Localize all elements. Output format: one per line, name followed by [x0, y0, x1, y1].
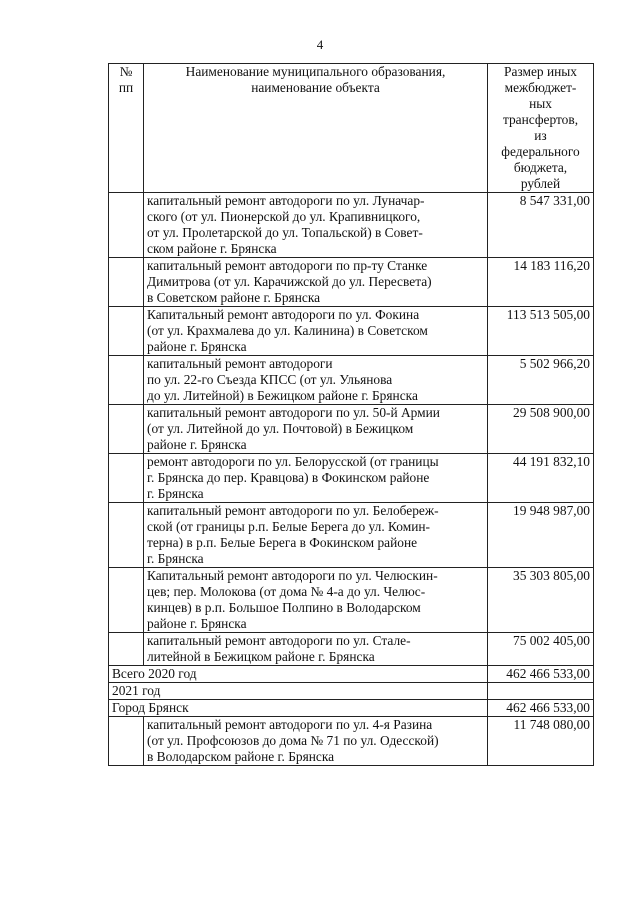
- header-line: Размер иных: [504, 64, 577, 79]
- header-line: №: [119, 64, 133, 79]
- object-name-line: г. Брянска до пер. Кравцова) в Фокинском районе: [147, 470, 430, 485]
- summary-row: [109, 683, 594, 700]
- amount-cell: 44 191 832,10: [488, 454, 594, 503]
- header-line: наименование объекта: [251, 80, 380, 95]
- row-number: [109, 717, 144, 766]
- table-row: [109, 356, 594, 405]
- table-row: [109, 568, 594, 633]
- object-name-line: (от ул. Профсоюзов до дома № 71 по ул. Одесской): [147, 733, 439, 748]
- object-name-line: Димитрова (от ул. Карачижской до ул. Пересвета): [147, 274, 432, 289]
- object-name-line: капитальный ремонт автодороги по ул. Луначар-: [147, 193, 425, 208]
- object-name-line: ской (от границы р.п. Белые Берега до ул. Комин-: [147, 519, 430, 534]
- object-name-line: в Советском районе г. Брянска: [147, 290, 321, 305]
- amount-cell: 19 948 987,00: [488, 503, 594, 568]
- object-name-line: Капитальный ремонт автодороги по ул. Фокина: [147, 307, 420, 322]
- summary-label: Город Брянск: [109, 700, 488, 717]
- object-name-line: по ул. 22-го Съезда КПСС (от ул. Ульянова: [147, 372, 393, 387]
- amount-cell: 14 183 116,20: [488, 258, 594, 307]
- object-name-line: (от ул. Литейной до ул. Почтовой) в Бежицком: [147, 421, 414, 436]
- summary-amount: [488, 683, 594, 700]
- object-name-line: литейной в Бежицком районе г. Брянска: [147, 649, 375, 664]
- amount-cell: 11 748 080,00: [488, 717, 594, 766]
- object-name-line: кинцев) в р.п. Большое Полпино в Володарском: [147, 600, 421, 615]
- amount-cell: 75 002 405,00: [488, 633, 594, 666]
- table-row: [109, 193, 594, 258]
- row-number: [109, 405, 144, 454]
- table-row: [109, 717, 594, 766]
- object-name-line: в Володарском районе г. Брянска: [147, 749, 335, 764]
- amount-cell: 113 513 505,00: [488, 307, 594, 356]
- summary-amount: 462 466 533,00: [488, 666, 594, 683]
- table-row: [109, 405, 594, 454]
- row-number: [109, 258, 144, 307]
- amount-cell: 5 502 966,20: [488, 356, 594, 405]
- header-line: пп: [118, 80, 134, 95]
- amount-cell: 29 508 900,00: [488, 405, 594, 454]
- header-line: межбюджет-: [504, 80, 577, 95]
- amount-cell: 35 303 805,00: [488, 568, 594, 633]
- object-name-line: районе г. Брянска: [147, 616, 247, 631]
- object-name: [144, 405, 488, 454]
- header-line: Наименование муниципального образования,: [185, 64, 446, 79]
- header-name: [144, 64, 488, 193]
- object-name-line: ского (от ул. Пионерской до ул. Крапивницкого,: [147, 209, 421, 224]
- object-name-line: г. Брянска: [147, 551, 204, 566]
- object-name: [144, 356, 488, 405]
- table-row: [109, 258, 594, 307]
- table-row: [109, 633, 594, 666]
- header-line: из: [534, 128, 547, 143]
- page-number: 4: [316, 37, 324, 52]
- header-line: ных: [529, 96, 552, 111]
- header-line: трансфертов,: [502, 112, 579, 127]
- row-number: [109, 356, 144, 405]
- table-header-row: [109, 64, 594, 193]
- object-name-line: ском районе г. Брянска: [147, 241, 277, 256]
- object-name: [144, 503, 488, 568]
- object-name: [144, 307, 488, 356]
- object-name-line: районе г. Брянска: [147, 339, 247, 354]
- object-name-line: капитальный ремонт автодороги: [147, 356, 333, 371]
- table-row: [109, 307, 594, 356]
- row-number: [109, 454, 144, 503]
- summary-row: [109, 666, 594, 683]
- object-name-line: г. Брянска: [147, 486, 204, 501]
- amount-cell: 8 547 331,00: [488, 193, 594, 258]
- row-number: [109, 307, 144, 356]
- object-name: [144, 454, 488, 503]
- object-name-line: капитальный ремонт автодороги по ул. 4-я Разина: [147, 717, 433, 732]
- object-name-line: капитальный ремонт автодороги по ул. Стале-: [147, 633, 411, 648]
- object-name-line: (от ул. Крахмалева до ул. Калинина) в Советском: [147, 323, 428, 338]
- object-name-line: районе г. Брянска: [147, 437, 247, 452]
- object-name-line: Капитальный ремонт автодороги по ул. Челюскин-: [147, 568, 438, 583]
- object-name-line: от ул. Пролетарской до ул. Топальской) в Совет-: [147, 225, 423, 240]
- row-number: [109, 633, 144, 666]
- header-line: бюджета,: [513, 160, 568, 175]
- header-amount: [488, 64, 594, 193]
- object-name-line: капитальный ремонт автодороги по ул. Белобереж-: [147, 503, 439, 518]
- row-number: [109, 503, 144, 568]
- object-name-line: ремонт автодороги по ул. Белорусской (от границы: [147, 454, 439, 469]
- table-row: [109, 454, 594, 503]
- summary-amount: 462 466 533,00: [488, 700, 594, 717]
- object-name-line: до ул. Литейной) в Бежицком районе г. Брянска: [147, 388, 418, 403]
- header-line: рублей: [520, 176, 561, 191]
- object-name-line: терна) в р.п. Белые Берега в Фокинском районе: [147, 535, 418, 550]
- summary-row: [109, 700, 594, 717]
- object-name-line: цев; пер. Молокова (от дома № 4-а до ул. Челюс-: [147, 584, 426, 599]
- object-name: [144, 193, 488, 258]
- row-number: [109, 193, 144, 258]
- row-number: [109, 568, 144, 633]
- object-name: [144, 258, 488, 307]
- header-number: [109, 64, 144, 193]
- summary-label: Всего 2020 год: [109, 666, 488, 683]
- budget-table: [108, 63, 594, 766]
- table-row: [109, 503, 594, 568]
- table-body: [109, 193, 594, 766]
- header-line: федерального: [501, 144, 580, 159]
- object-name-line: капитальный ремонт автодороги по пр-ту Станке: [147, 258, 428, 273]
- object-name: [144, 568, 488, 633]
- object-name: [144, 633, 488, 666]
- summary-label: 2021 год: [109, 683, 488, 700]
- object-name-line: капитальный ремонт автодороги по ул. 50-й Армии: [147, 405, 440, 420]
- object-name: [144, 717, 488, 766]
